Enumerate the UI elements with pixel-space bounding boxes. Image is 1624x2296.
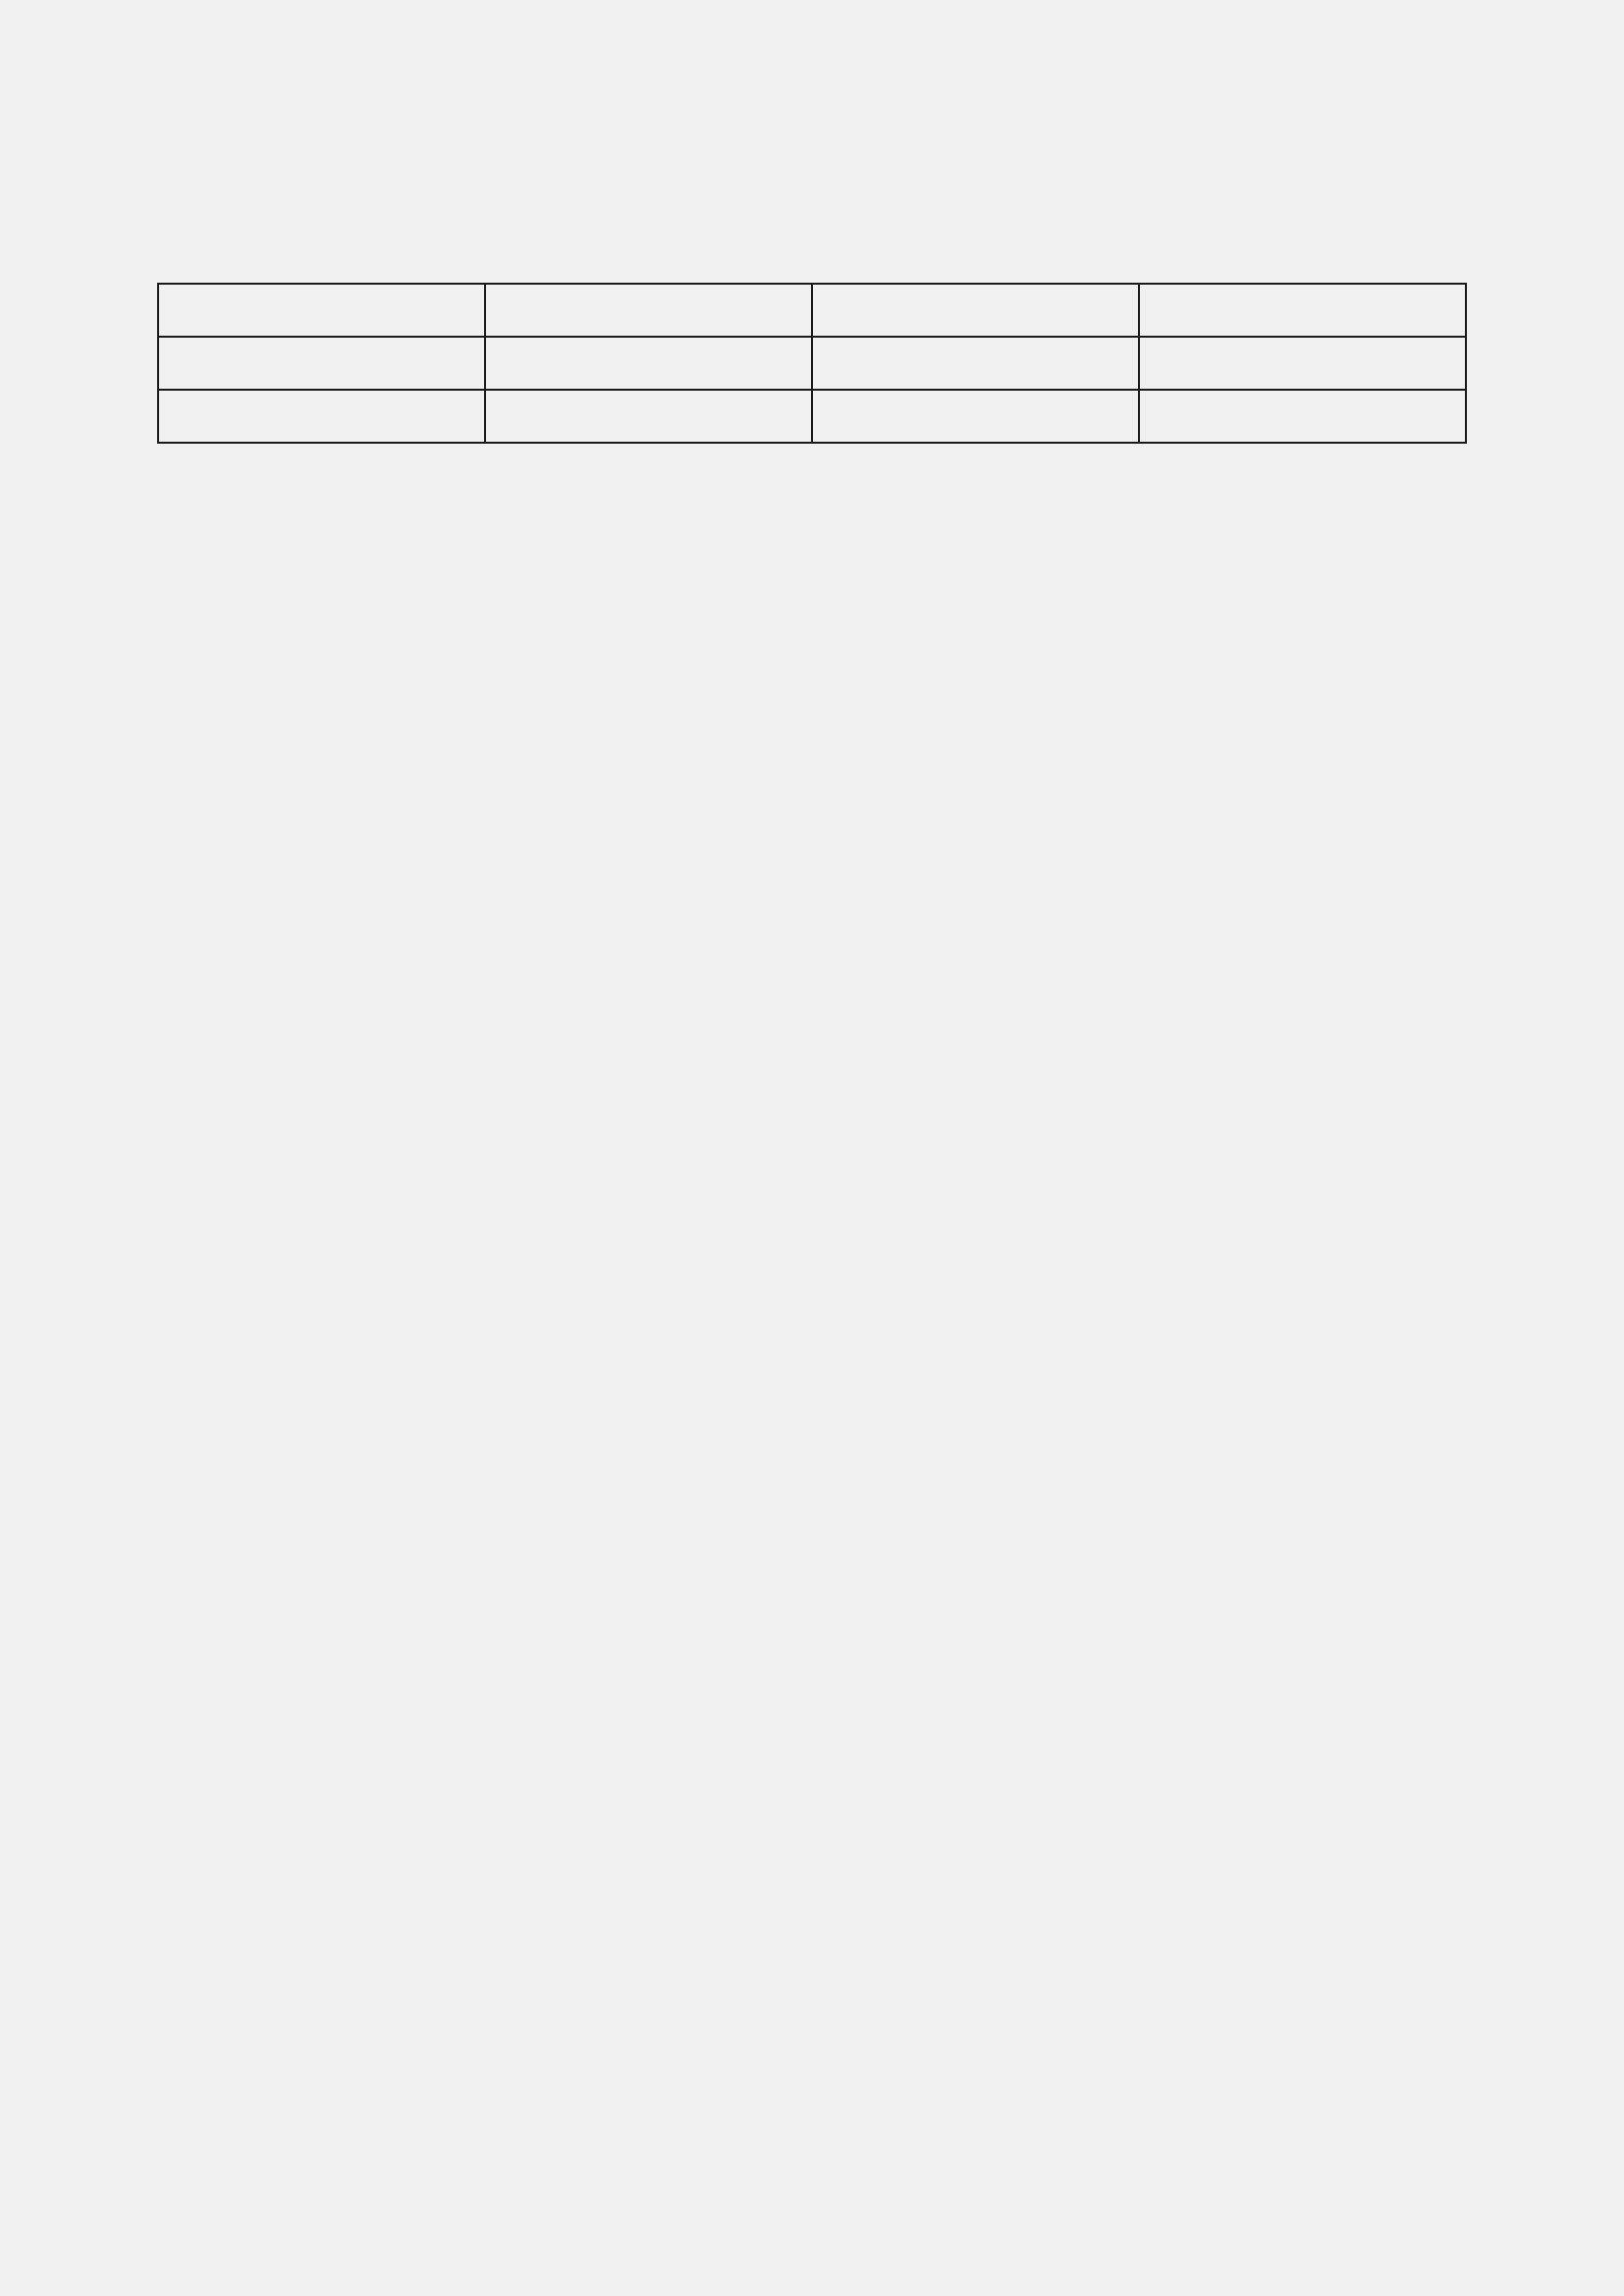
document-code	[157, 147, 1467, 177]
table-cell	[1139, 390, 1466, 443]
table-cell	[1139, 337, 1466, 390]
table-row	[158, 337, 1466, 390]
table-cell	[485, 337, 812, 390]
column-header	[1139, 284, 1466, 337]
table-row	[158, 390, 1466, 443]
table-cell	[812, 390, 1139, 443]
table-header-row	[158, 284, 1466, 337]
column-header	[158, 284, 485, 337]
column-header	[485, 284, 812, 337]
table-cell	[812, 337, 1139, 390]
table-caption	[157, 236, 1467, 263]
body-paragraph	[157, 510, 1467, 544]
table-cell	[485, 390, 812, 443]
document-body	[157, 473, 1467, 544]
table-cell	[158, 390, 485, 443]
section-heading	[226, 473, 1467, 507]
data-table	[157, 283, 1467, 444]
table-cell	[158, 337, 485, 390]
column-header	[812, 284, 1139, 337]
